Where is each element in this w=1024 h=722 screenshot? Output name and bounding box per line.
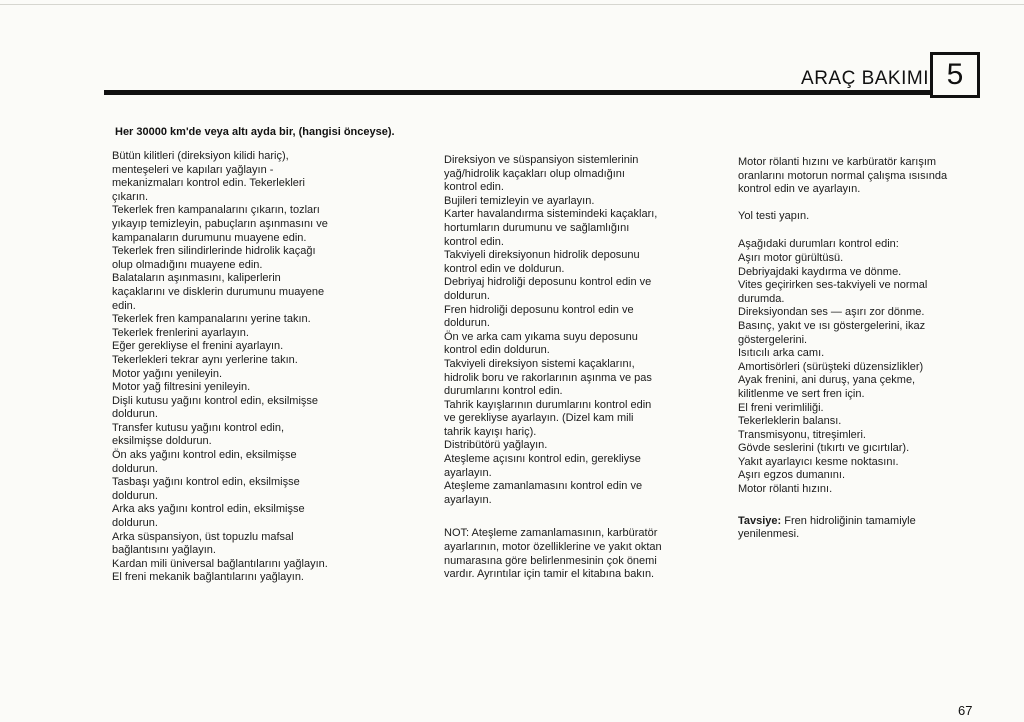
text-line: Motor yağını yenileyin. — [112, 367, 223, 380]
check-item: Ayak frenini, ani duruş, yana çekme, — [738, 374, 916, 387]
text-line: Takviyeli direksiyonun hidrolik deposunu — [444, 249, 640, 262]
text-line: yıkayıp temizleyin, pabuçların aşınmasını ve — [112, 217, 328, 230]
column-1 — [112, 150, 402, 585]
text-line: hortumların durumunu ve sağlamlığını — [444, 221, 630, 234]
text-line: olup olmadığını muayene edin. — [112, 258, 263, 271]
text-line: Arka süspansiyon, üst topuzlu mafsal — [112, 530, 294, 543]
text-line: Karter havalandırma sistemindeki kaçakları, — [444, 208, 658, 221]
text-line: Kardan mili üniversal bağlantılarını yağlayın. — [112, 557, 328, 570]
text-line: ayarlayın. — [444, 466, 492, 479]
text-line: durumlarını kontrol edin. — [444, 385, 563, 398]
text-line: Eğer gerekliyse el frenini ayarlayın. — [112, 340, 284, 353]
text-line: doldurun. — [112, 489, 158, 502]
check-item: durumda. — [738, 292, 785, 305]
check-item: Vites geçirirken ses-takviyeli ve normal — [738, 279, 928, 292]
text-line: Arka aks yağını kontrol edin, eksilmişse — [112, 503, 305, 516]
check-item: El freni verimliliği. — [738, 401, 824, 414]
check-item: kilitlenme ve sert fren için. — [738, 387, 865, 400]
check-item: Debriyajdaki kaydırma ve dönme. — [738, 265, 902, 278]
text-line: Balataların aşınmasını, kaliperlerin — [112, 272, 281, 285]
text-line: Bujileri temizleyin ve ayarlayın. — [444, 194, 595, 207]
check-item: göstergelerini. — [738, 333, 808, 346]
text-line: Ateşleme açısını kontrol edin, gerekliyse — [444, 453, 641, 466]
text-line: yağ/hidrolik kaçakları olup olmadığını — [444, 167, 625, 180]
text-line: Bütün kilitleri (direksiyon kilidi hariç), — [112, 150, 289, 162]
text-line: Transfer kutusu yağını kontrol edin, — [112, 421, 285, 434]
text-line: Tekerlek frenlerini ayarlayın. — [112, 326, 249, 339]
check-item: Isıtıcılı arka camı. — [738, 347, 825, 360]
check-item: Yakıt ayarlayıcı kesme noktasını. — [738, 455, 899, 468]
tip-line — [738, 515, 988, 529]
text-line: mekanizmaları kontrol edin. Tekerlekleri — [112, 177, 305, 190]
text-line: edin. — [112, 299, 136, 312]
text-line: tahrik kayışı hariç). — [444, 425, 537, 438]
text-line: ve gerekliyse ayarlayın. (Dizel kam mili — [444, 412, 634, 425]
check-item: Aşırı motor gürültüsü. — [738, 251, 844, 264]
text-line: Tekerlek fren silindirlerinde hidrolik kaçağı — [112, 245, 316, 258]
note-line: vardır. Ayrıntılar için tamir el kitabına bakın. — [444, 568, 655, 581]
text-line: doldurun. — [112, 517, 158, 530]
column-2 — [444, 154, 699, 582]
text-line: Direksiyon ve süspansiyon sistemlerinin — [444, 154, 639, 166]
tip-text: Fren hidroliğinin tamamiyle — [784, 514, 916, 527]
road-test-line: Yol testi yapın. — [738, 209, 810, 222]
top-edge-line — [0, 4, 1024, 5]
check-item: Amortisörleri (sürüşteki düzensizlikler) — [738, 360, 924, 373]
text-line: Tahrik kayışlarının durumlarını kontrol edin — [444, 398, 652, 411]
text-line: Ön ve arka cam yıkama suyu deposunu — [444, 330, 638, 343]
text-line: Takviyeli direksiyon sistemi kaçaklarını, — [444, 357, 635, 370]
checks-heading: Aşağıdaki durumları kontrol edin: — [738, 238, 899, 251]
check-item: Tekerleklerin balansı. — [738, 415, 842, 428]
check-item: Aşırı egzos dumanını. — [738, 469, 845, 482]
interval-heading: Her 30000 km'de veya altı ayda bir, (hangisi önceyse). — [115, 126, 395, 138]
text-line: çıkarın. — [112, 190, 149, 203]
tip-text-continued: yenilenmesi. — [738, 528, 800, 541]
text-line: eksilmişse doldurun. — [112, 435, 212, 448]
note-line: NOT: Ateşleme zamanlamasının, karbüratör — [444, 527, 658, 540]
text-line: menteşeleri ve kapıları yağlayın - — [112, 163, 274, 176]
check-item: Direksiyondan ses — aşırı zor dönme. — [738, 306, 925, 319]
text-line: hidrolik boru ve rakorlarının aşınma ve pas — [444, 371, 652, 384]
column-3 — [738, 156, 988, 542]
chapter-number-box: 5 — [930, 52, 980, 98]
text-line: kontrol edin. — [444, 235, 504, 248]
text-line: Tekerlekleri tekrar aynı yerlerine takın. — [112, 353, 298, 366]
header-rule — [104, 90, 932, 95]
text-line: bağlantısını yağlayın. — [112, 544, 216, 557]
text-line: doldurun. — [444, 289, 490, 302]
text-line: Debriyaj hidroliği deposunu kontrol edin ve — [444, 276, 652, 289]
page-number: 67 — [958, 703, 973, 718]
text-line: kaçaklarını ve disklerin durumunu muayene — [112, 285, 325, 298]
check-item: Gövde seslerini (tıkırtı ve gıcırtılar). — [738, 442, 910, 455]
text-line: doldurun. — [112, 462, 158, 475]
text-line: ayarlayın. — [444, 493, 492, 506]
text-line: El freni mekanik bağlantılarını yağlayın. — [112, 571, 304, 584]
check-item: Basınç, yakıt ve ısı göstergelerini, ikaz — [738, 319, 926, 332]
text-line: Ön aks yağını kontrol edin, eksilmişse — [112, 449, 297, 462]
text-line: Ateşleme zamanlamasını kontrol edin ve — [444, 480, 643, 493]
note-line: ayarlarının, motor özelliklerine ve yakıt oktan — [444, 541, 662, 554]
text-line: kontrol edin ve doldurun. — [444, 262, 565, 275]
text-line: kontrol edin. — [444, 181, 504, 194]
text-line: Tekerlek fren kampanalarını çıkarın, tozları — [112, 204, 320, 217]
tip-label: Tavsiye: — [738, 514, 782, 527]
text-line: Motor rölanti hızını ve karbüratör karışım — [738, 156, 937, 168]
text-line: Dişli kutusu yağını kontrol edin, eksilmişse — [112, 394, 319, 407]
text-line: kampanaların durumunu muayene edin. — [112, 231, 307, 244]
note-line: numarasına göre belirlenmesinin çok önemi — [444, 554, 657, 567]
check-item: Motor rölanti hızını. — [738, 483, 833, 496]
text-line: doldurun. — [112, 408, 158, 421]
text-line: Distribütörü yağlayın. — [444, 439, 548, 452]
check-item: Transmisyonu, titreşimleri. — [738, 428, 866, 441]
text-line: Motor yağ filtresini yenileyin. — [112, 381, 251, 394]
text-line: doldurun. — [444, 317, 490, 330]
text-line: kontrol edin doldurun. — [444, 344, 550, 357]
text-line: Fren hidroliği deposunu kontrol edin ve — [444, 303, 634, 316]
text-line: Tekerlek fren kampanalarını yerine takın. — [112, 313, 311, 326]
text-line: oranlarını motorun normal çalışma ısısında — [738, 169, 948, 182]
section-title: ARAÇ BAKIMI — [801, 68, 929, 89]
text-line: Tasbaşı yağını kontrol edin, eksilmişse — [112, 476, 300, 489]
text-line: kontrol edin ve ayarlayın. — [738, 183, 861, 196]
